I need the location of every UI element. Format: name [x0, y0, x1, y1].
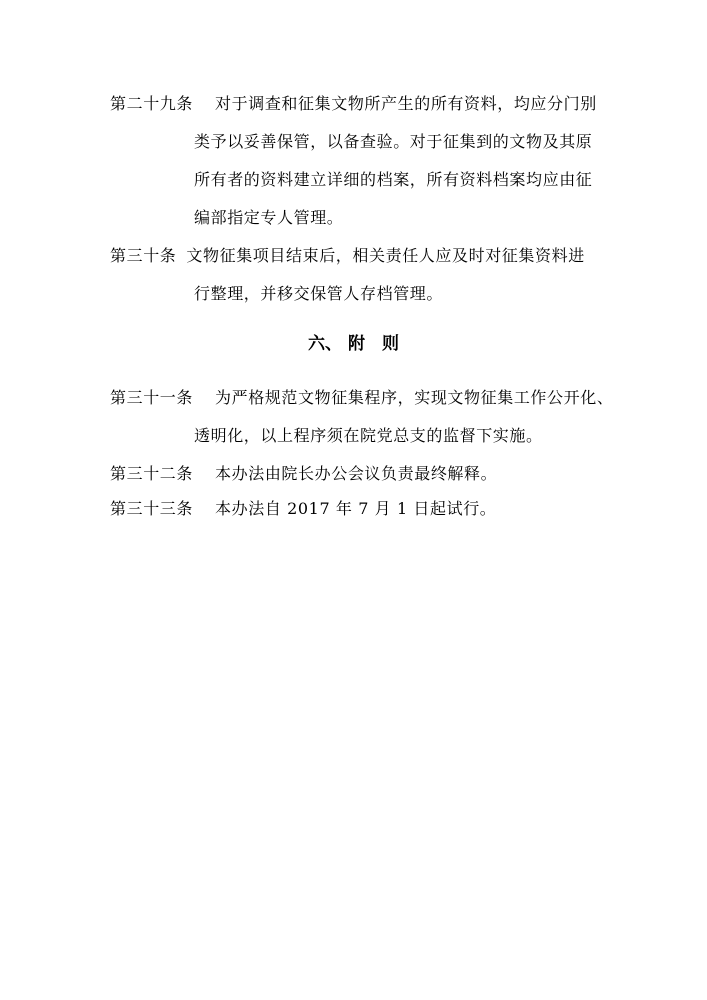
- article-30-label: 第三十条: [110, 246, 177, 265]
- article-31-line-1: [110, 388, 613, 408]
- article-32-label: 第三十二条: [110, 464, 194, 483]
- article-29-line-2: 类予以妥善保管，以备查验。对于征集到的文物及其原: [194, 132, 593, 151]
- article-29-text-1: 对于调查和征集文物所产生的所有资料，均应分门别: [215, 94, 597, 113]
- article-29-line-1: [110, 94, 597, 114]
- article-32-line: [110, 464, 497, 484]
- section-number: 六、: [308, 334, 342, 354]
- article-29-line-4: 编部指定专人管理。: [194, 208, 344, 227]
- article-33-label: 第三十三条: [110, 499, 194, 518]
- article-30-text-1: 文物征集项目结束后，相关责任人应及时对征集资料进: [186, 246, 585, 265]
- article-33-line: [110, 499, 496, 519]
- article-29-line-3: 所有者的资料建立详细的档案，所有资料档案均应由征: [194, 170, 593, 189]
- article-31-text-1: 为严格规范文物征集程序，实现文物征集工作公开化、: [215, 388, 614, 407]
- article-31-label: 第三十一条: [110, 388, 194, 407]
- article-30-line-2: 行整理，并移交保管人存档管理。: [194, 284, 444, 303]
- article-31-line-2: 透明化，以上程序须在院党总支的监督下实施。: [194, 426, 543, 445]
- article-29-label: 第二十九条: [110, 94, 194, 113]
- article-32-text: 本办法由院长办公会议负责最终解释。: [215, 464, 498, 483]
- section-title: 附 则: [348, 334, 399, 354]
- article-33-text: 本办法自 2017 年 7 月 1 日起试行。: [215, 499, 497, 518]
- article-30-line-1: [110, 246, 585, 266]
- section-heading: [308, 334, 399, 354]
